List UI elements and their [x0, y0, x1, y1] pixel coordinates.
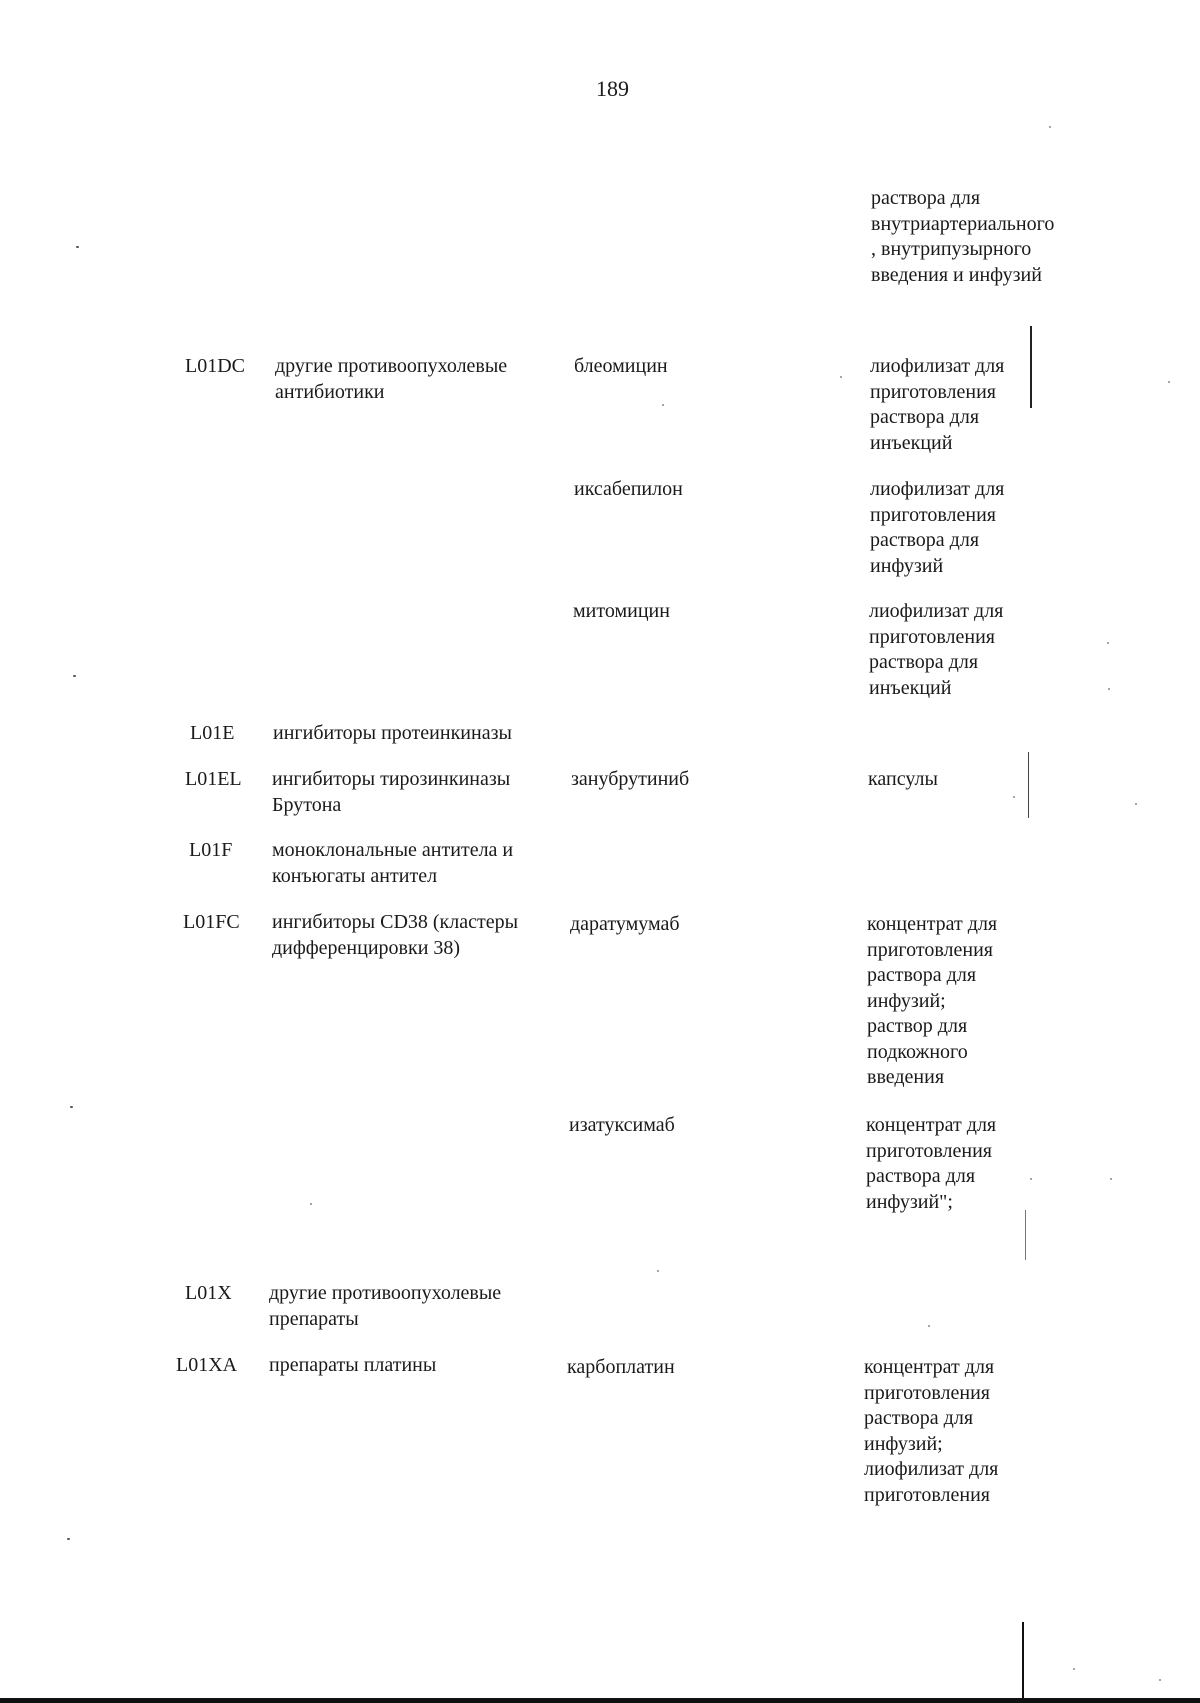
scan-speck — [1159, 1679, 1161, 1681]
drug-name: изатуксимаб — [569, 1114, 675, 1136]
drug-name: занубрутиниб — [571, 768, 690, 790]
atc-code: L01F — [189, 839, 233, 861]
scan-mark — [1030, 326, 1032, 408]
group-name: ингибиторы протеинкиназы — [273, 722, 512, 744]
atc-code: L01E — [190, 722, 235, 744]
atc-code: L01DC — [185, 355, 245, 377]
scan-speck — [1030, 1178, 1032, 1180]
scan-mark — [1025, 1210, 1026, 1260]
group-name: ингибиторы тирозинкиназы Брутона — [272, 768, 511, 816]
scan-dot — [73, 675, 76, 677]
dosage-form: лиофилизат для приготовления раствора для инъекций — [869, 600, 1004, 699]
group-name: ингибиторы CD38 (кластеры дифференцировки 38) — [272, 911, 519, 959]
scan-speck — [310, 1203, 312, 1205]
page-number: 189 — [596, 76, 629, 101]
dosage-form: лиофилизат для приготовления раствора для инфузий — [870, 478, 1005, 577]
scan-mark — [1028, 752, 1029, 818]
dosage-form: концентрат для приготовления раствора для инфузий"; — [866, 1114, 997, 1213]
scan-speck — [1108, 688, 1110, 690]
dosage-form: концентрат для приготовления раствора для инфузий; лиофилизат для приготовления — [864, 1356, 999, 1506]
scan-speck — [1013, 796, 1015, 798]
scan-speck — [1135, 803, 1137, 805]
scan-speck — [840, 376, 842, 378]
dosage-form: капсулы — [868, 768, 938, 790]
scan-speck — [1168, 381, 1170, 383]
drug-name: митомицин — [573, 600, 670, 622]
group-name: моноклональные антитела и конъюгаты антител — [272, 839, 514, 887]
scan-speck — [928, 1325, 930, 1327]
drug-name: карбоплатин — [567, 1356, 675, 1378]
dosage-form-continuation: раствора для внутриартериального , внутрипузырного введения и инфузий — [871, 187, 1055, 286]
dosage-form: лиофилизат для приготовления раствора для инъекций — [870, 355, 1005, 454]
group-name: препараты платины — [269, 1354, 437, 1376]
scan-mark — [1022, 1622, 1024, 1703]
group-name: другие противоопухолевые антибиотики — [275, 355, 508, 403]
drug-name: блеомицин — [574, 355, 668, 377]
atc-code: L01EL — [185, 768, 242, 790]
scan-dot — [76, 246, 79, 248]
scan-speck — [662, 404, 664, 406]
atc-code: L01XA — [176, 1354, 238, 1376]
scan-speck — [657, 1270, 659, 1272]
scan-edge — [0, 1698, 1200, 1703]
drug-name: иксабепилон — [574, 478, 683, 500]
scan-speck — [1073, 1668, 1075, 1670]
scan-speck — [1049, 126, 1051, 128]
scan-dot — [67, 1538, 70, 1540]
atc-code: L01X — [185, 1282, 232, 1304]
scan-speck — [1110, 1178, 1112, 1180]
scan-speck — [1107, 642, 1109, 644]
dosage-form: концентрат для приготовления раствора для инфузий; раствор для подкожного введения — [867, 913, 998, 1088]
scan-dot — [70, 1106, 73, 1108]
group-name: другие противоопухолевые препараты — [269, 1282, 502, 1330]
drug-name: даратумумаб — [570, 913, 680, 935]
atc-code: L01FC — [183, 911, 240, 933]
